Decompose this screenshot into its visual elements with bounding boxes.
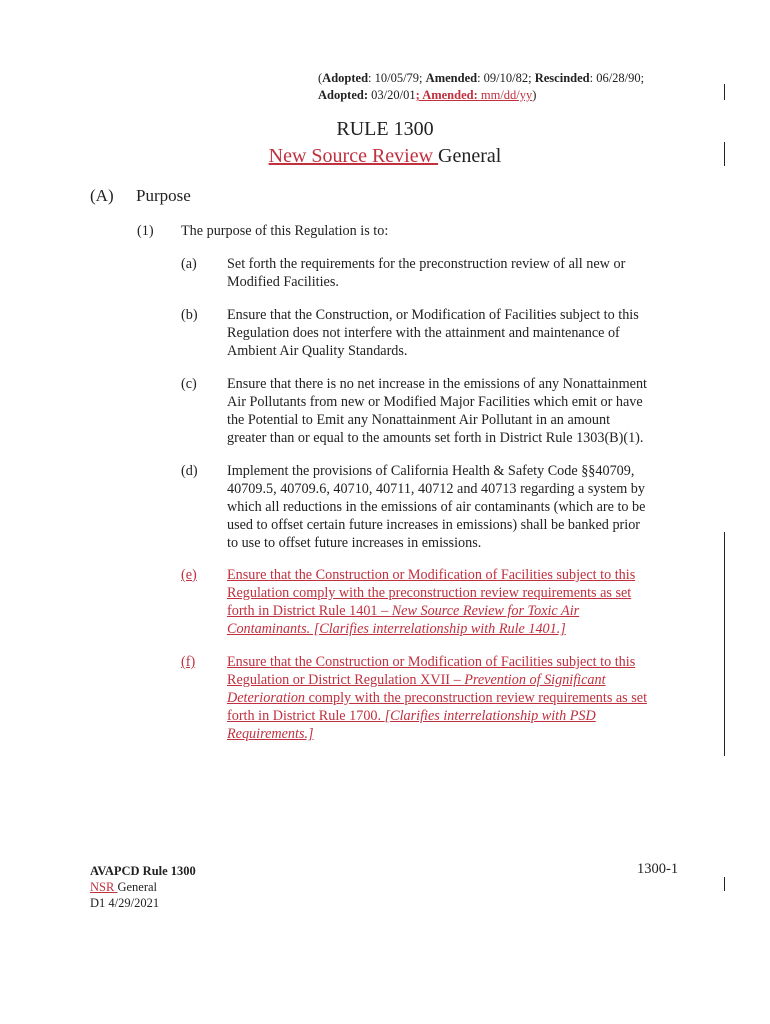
change-bar bbox=[724, 877, 725, 891]
footer-title: NSR General bbox=[90, 880, 158, 894]
change-bar bbox=[724, 532, 725, 756]
item-text-f: Ensure that the Construction or Modification of Facilities subject to this Regulation or District Regulation XVII – Prevention of Significant Deterioration comply with the preconstruction review requirements as set forth in District Rule 1700. [Clarifies interrelationship with PSD Requirements.] bbox=[227, 654, 648, 742]
item-label-b: (b) bbox=[181, 307, 198, 323]
change-bar bbox=[724, 142, 725, 166]
section-label: (A) bbox=[90, 186, 114, 205]
footer-rule: AVAPCD Rule 1300 bbox=[90, 864, 196, 878]
title-inserted-text: New Source Review bbox=[268, 145, 439, 167]
item-label-f: (f) bbox=[181, 654, 196, 670]
item-text-c: Ensure that there is no net increase in the emissions of any Nonattainment Air Pollutants from new or Modified Major Facilities which emit or have the Potential to Emit any Nonattainment Air Pollutant in an amount greater than or equal to the amounts set forth in District Rule 1303(B)(1). bbox=[227, 376, 647, 446]
adoption-history-line2: Adopted: 03/20/01; Amended: mm/dd/yy) bbox=[318, 88, 537, 102]
title-general: General bbox=[438, 145, 502, 167]
subsection-text: The purpose of this Regulation is to: bbox=[181, 223, 389, 239]
item-text-e: Ensure that the Construction or Modification of Facilities subject to this Regulation comply with the preconstruction review requirements as set forth in District Rule 1401 – New Source Review for Toxic Air Contaminants. [Clarifies interrelationship with Rule 1401.] bbox=[227, 567, 636, 637]
rule-title bbox=[0, 145, 770, 168]
item-label-a: (a) bbox=[181, 256, 197, 272]
rule-number: RULE 1300 bbox=[336, 118, 434, 140]
subsection-number: (1) bbox=[137, 223, 154, 239]
section-title: Purpose bbox=[136, 186, 191, 205]
adoption-history-line1: (Adopted: 10/05/79; Amended: 09/10/82; Rescinded: 06/28/90; bbox=[318, 71, 645, 85]
item-label-d: (d) bbox=[181, 463, 198, 479]
item-text-b: Ensure that the Construction, or Modification of Facilities subject to this Regulation does not interfere with the attainment and maintenance of Ambient Air Quality Standards. bbox=[227, 307, 639, 359]
item-text-a: Set forth the requirements for the preconstruction review of all new or Modified Facilities. bbox=[227, 256, 626, 290]
footer-block bbox=[90, 863, 196, 911]
item-text-d: Implement the provisions of California Health & Safety Code §§40709, 40709.5, 40709.6, 40710, 40711, 40712 and 40713 regarding a system by which all reductions in the emissions of air contaminants (which are to be used to offset certain future increases in emissions) shall be banked prior to use to offset future increases in emissions. bbox=[227, 463, 646, 551]
item-label-e: (e) bbox=[181, 567, 197, 583]
page-number: 1300-1 bbox=[637, 861, 679, 877]
item-label-c: (c) bbox=[181, 376, 197, 392]
change-bar bbox=[724, 84, 725, 100]
footer-draft-date: D1 4/29/2021 bbox=[90, 896, 160, 910]
